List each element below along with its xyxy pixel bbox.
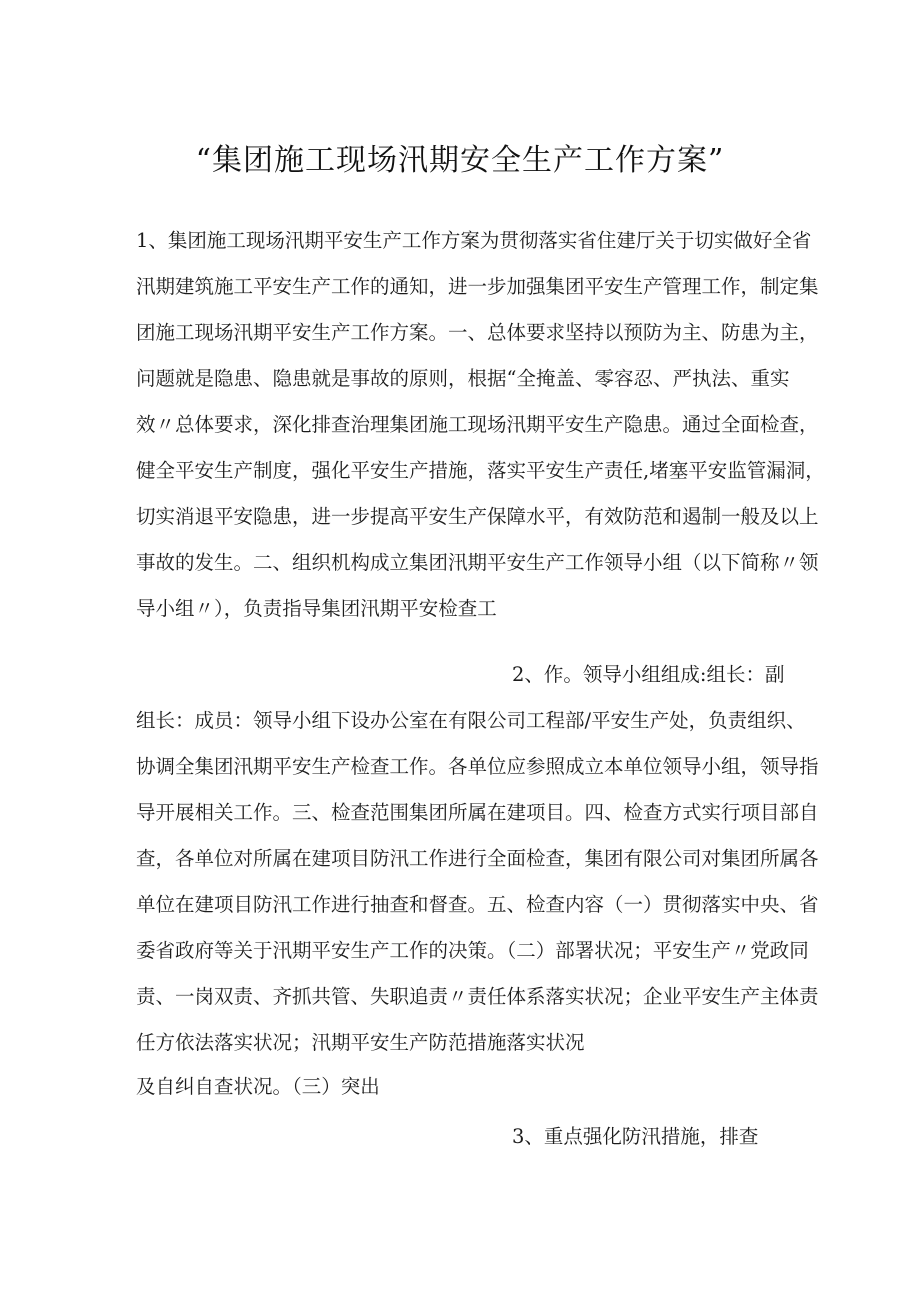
text-line-11: 组长：成员：领导小组下设办公室在有限公司工程部/平安生产处，负责组织、 [136, 709, 806, 732]
text-line-16: 委省政府等关于汛期平安生产工作的决策。（二）部署状况；平安生产〃党政同 [136, 939, 809, 962]
text-line-15: 单位在建项目防汛工作进行抽查和督查。五、检查内容（一）贯彻落实中央、省 [136, 893, 819, 916]
text-line-8: 事故的发生。二、组织机构成立集团汛期平安生产工作领导小组（以下简称〃领 [136, 551, 819, 574]
text-line-18: 任方依法落实状况；汛期平安生产防范措施落实状况 [136, 1031, 585, 1054]
text-line-14: 查，各单位对所属在建项目防汛工作进行全面检查，集团有限公司对集团所属各 [136, 847, 819, 870]
text-line-4: 问题就是隐患、隐患就是事故的原则，根据“全掩盖、零容忍、严执法、重实 [136, 367, 790, 390]
text-line-12: 协调全集团汛期平安生产检查工作。各单位应参照成立本单位领导小组，领导指 [136, 755, 819, 778]
text-line-3: 团施工现场汛期平安生产工作方案。一、总体要求坚持以预防为主、防患为主， [136, 321, 819, 344]
text-line-17: 责、一岗双责、齐抓共管、失职追责〃责任体系落实状况；企业平安生产主体责 [136, 985, 819, 1008]
text-line-2: 汛期建筑施工平安生产工作的通知，进一步加强集团平安生产管理工作，制定集 [136, 275, 819, 298]
text-line-7: 切实消退平安隐患，进一步提高平安生产保障水平，有效防范和遏制一般及以上 [136, 505, 819, 528]
text-line-13: 导开展相关工作。三、检查范围集团所属在建项目。四、检查方式实行项目部自 [136, 801, 819, 824]
document-title: “集团施工现场汛期安全生产工作方案” [195, 143, 725, 178]
text-line-1: 1、集团施工现场汛期平安生产工作方案为贯彻落实省住建厅关于切实做好全省 [136, 229, 812, 252]
text-line-6: 健全平安生产制度，强化平安生产措施，落实平安生产责任,堵塞平安监管漏洞， [136, 459, 825, 482]
text-line-9: 导小组〃），负责指导集团汛期平安检查工 [136, 597, 497, 620]
section-2-heading-line: 2、作。领导小组组成:组长：副 [512, 663, 785, 686]
section-3-heading-line: 3、重点强化防汛措施，排查 [512, 1125, 759, 1148]
text-line-5: 效〃总体要求，深化排查治理集团施工现场汛期平安生产隐患。通过全面检查， [136, 413, 819, 436]
text-line-19: 及自纠自查状况。（三）突出 [136, 1075, 380, 1098]
